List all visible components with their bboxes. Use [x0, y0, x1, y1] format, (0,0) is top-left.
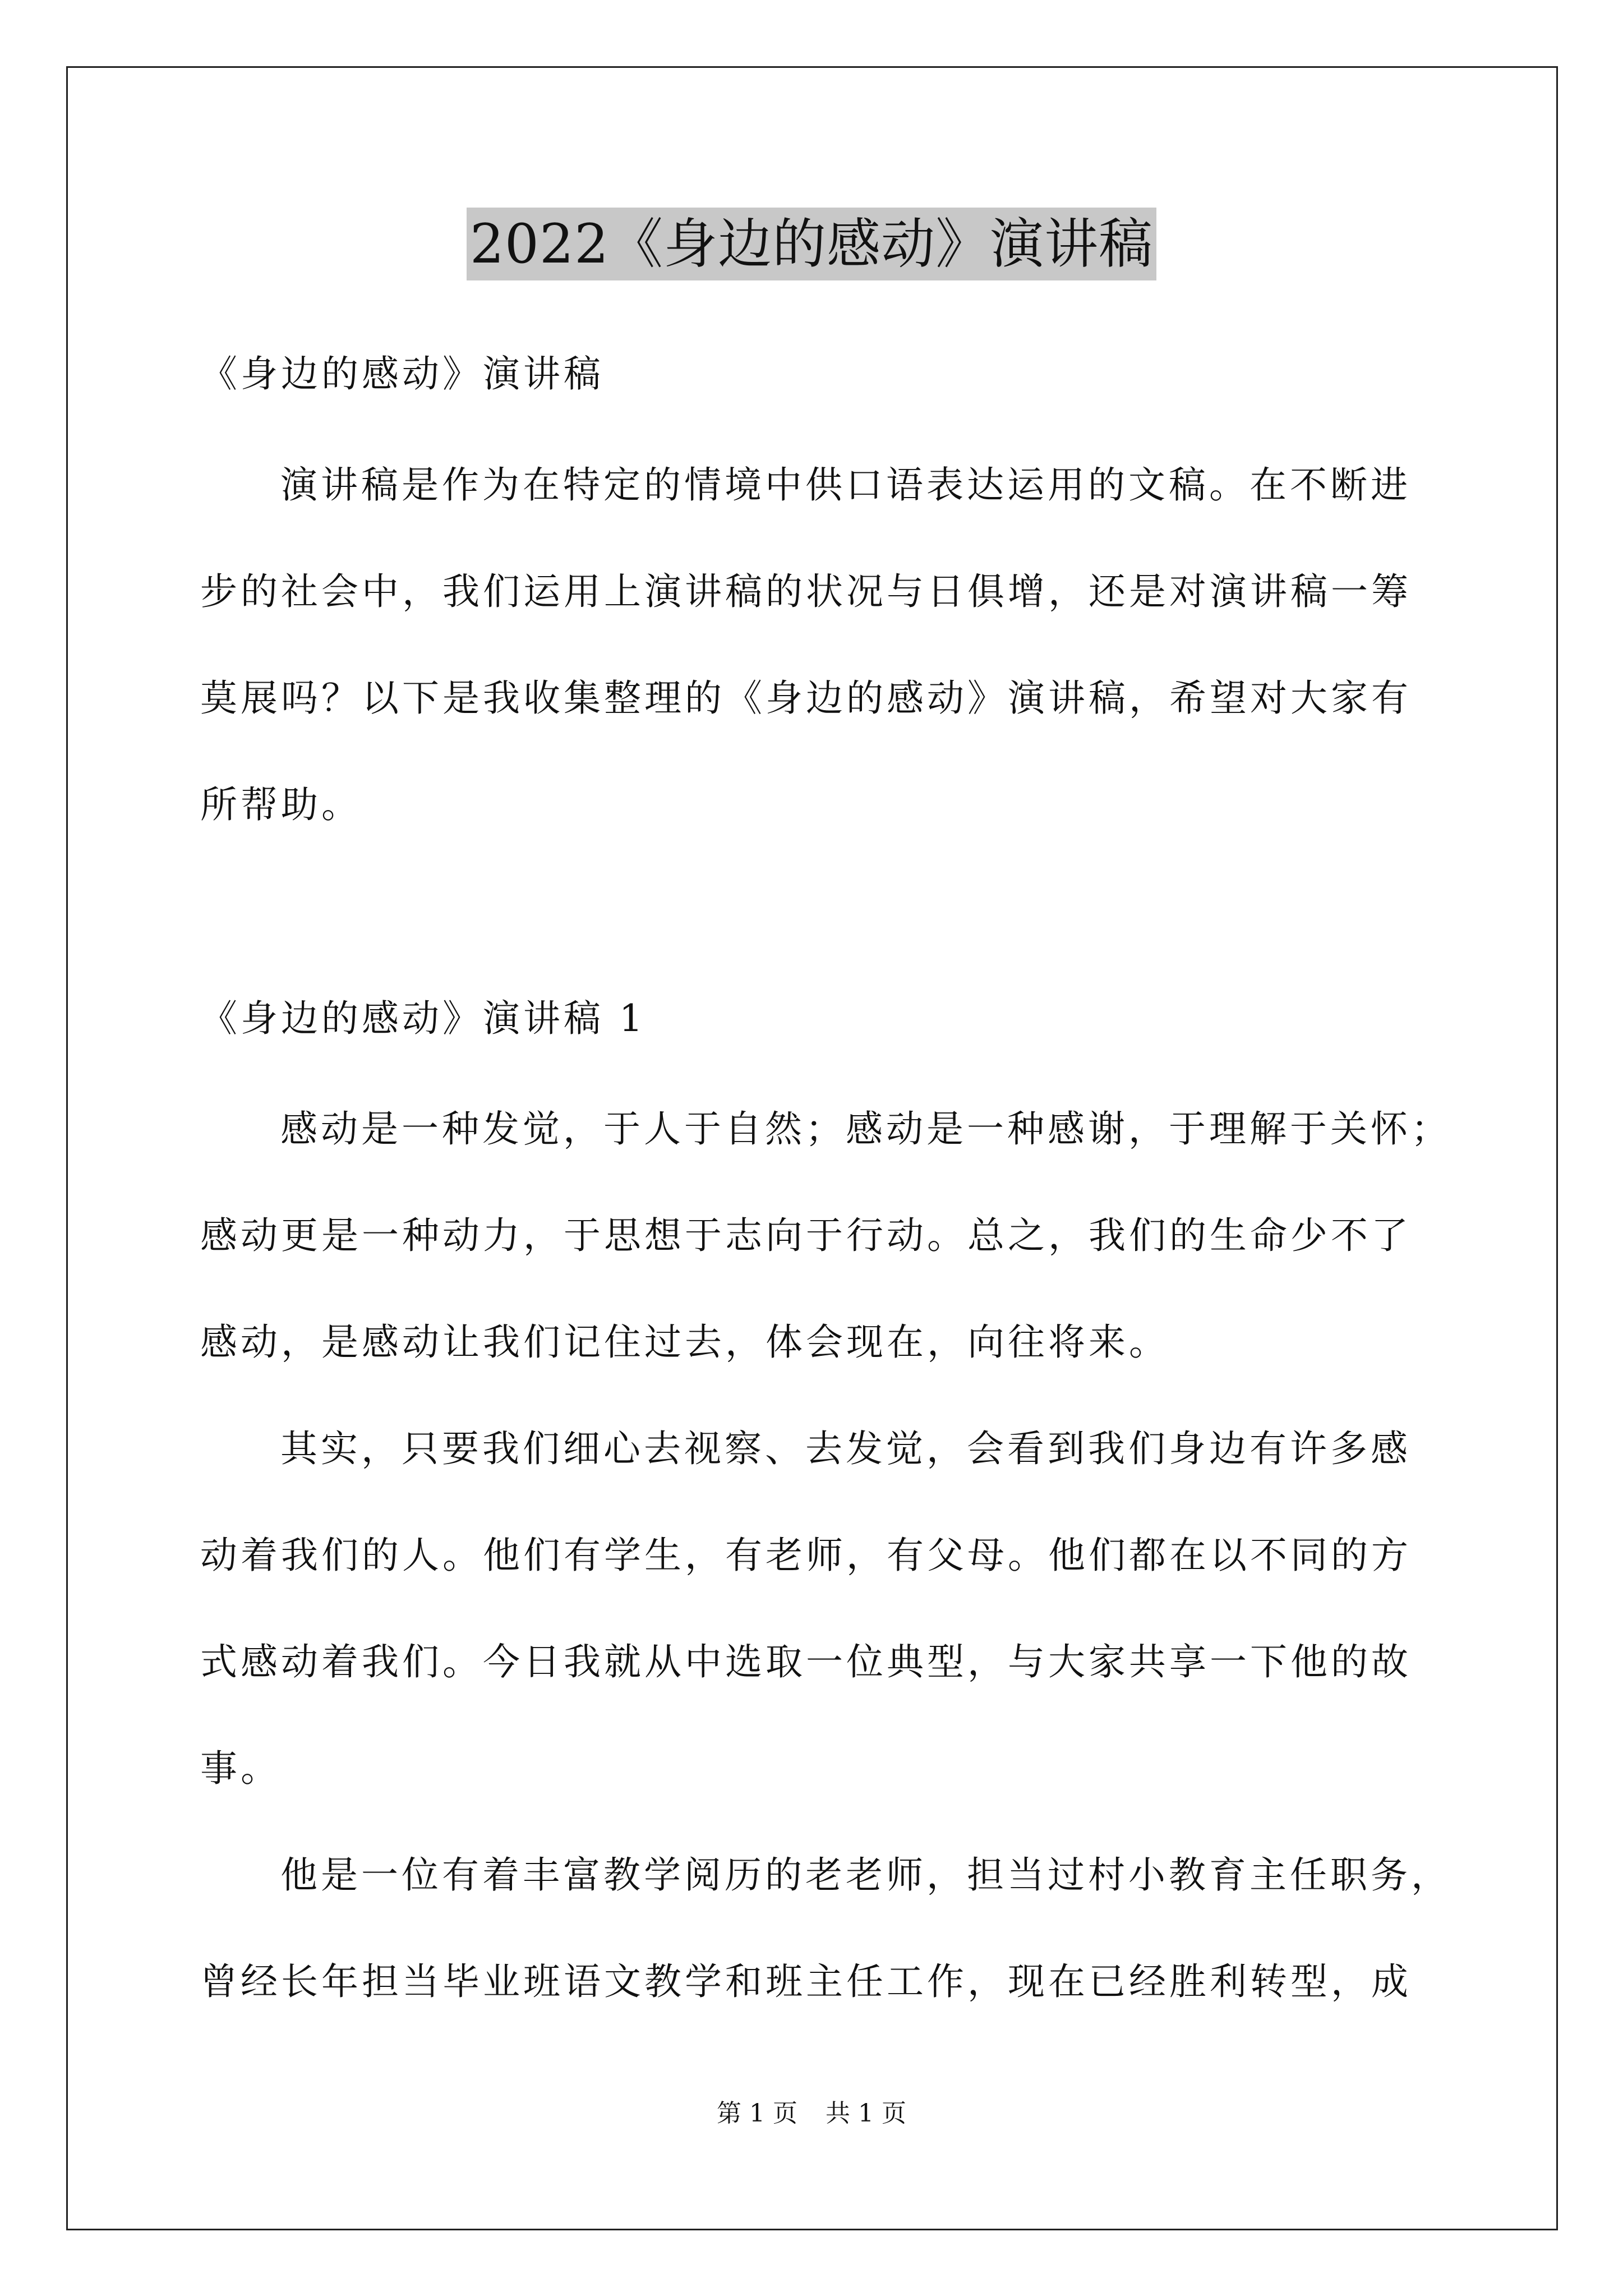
page-footer — [0, 2097, 1623, 2131]
paragraph-line: 动着我们的人。他们有学生，有老师，有父母。他们都在以不同的方 — [200, 1534, 1412, 1577]
page-total: 共 1 页 — [826, 2099, 906, 2128]
paragraph-line: 曾经长年担当毕业班语文教学和班主任工作，现在已经胜利转型，成 — [200, 1960, 1412, 2003]
section-heading: 《身边的感动》演讲稿 1 — [200, 997, 646, 1040]
paragraph-line: 感动是一种发觉，于人于自然；感动是一种感谢，于理解于关怀； — [280, 1107, 1451, 1151]
paragraph-line: 演讲稿是作为在特定的情境中供口语表达运用的文稿。在不断进 — [280, 463, 1411, 507]
page-number: 第 1 页 — [717, 2099, 797, 2128]
document-title: 2022《身边的感动》演讲稿 — [467, 208, 1156, 280]
paragraph-line: 他是一位有着丰富教学阅历的老老师，担当过村小教育主任职务， — [280, 1853, 1451, 1897]
paragraph-line: 事。 — [200, 1747, 281, 1790]
title-container — [0, 208, 1623, 280]
paragraph-line: 式感动着我们。今日我就从中选取一位典型，与大家共享一下他的故 — [200, 1640, 1412, 1683]
subtitle-line: 《身边的感动》演讲稿 — [200, 352, 604, 395]
paragraph-line: 感动更是一种动力，于思想于志向于行动。总之，我们的生命少不了 — [200, 1214, 1412, 1257]
paragraph-line: 所帮助。 — [200, 783, 362, 826]
paragraph-line: 其实，只要我们细心去视察、去发觉，会看到我们身边有许多感 — [280, 1427, 1411, 1470]
paragraph-line: 感动，是感动让我们记住过去，体会现在，向往将来。 — [200, 1320, 1169, 1364]
paragraph-line: 步的社会中，我们运用上演讲稿的状况与日俱增，还是对演讲稿一筹 — [200, 570, 1412, 613]
paragraph-line: 莫展吗？以下是我收集整理的《身边的感动》演讲稿，希望对大家有 — [200, 677, 1412, 720]
